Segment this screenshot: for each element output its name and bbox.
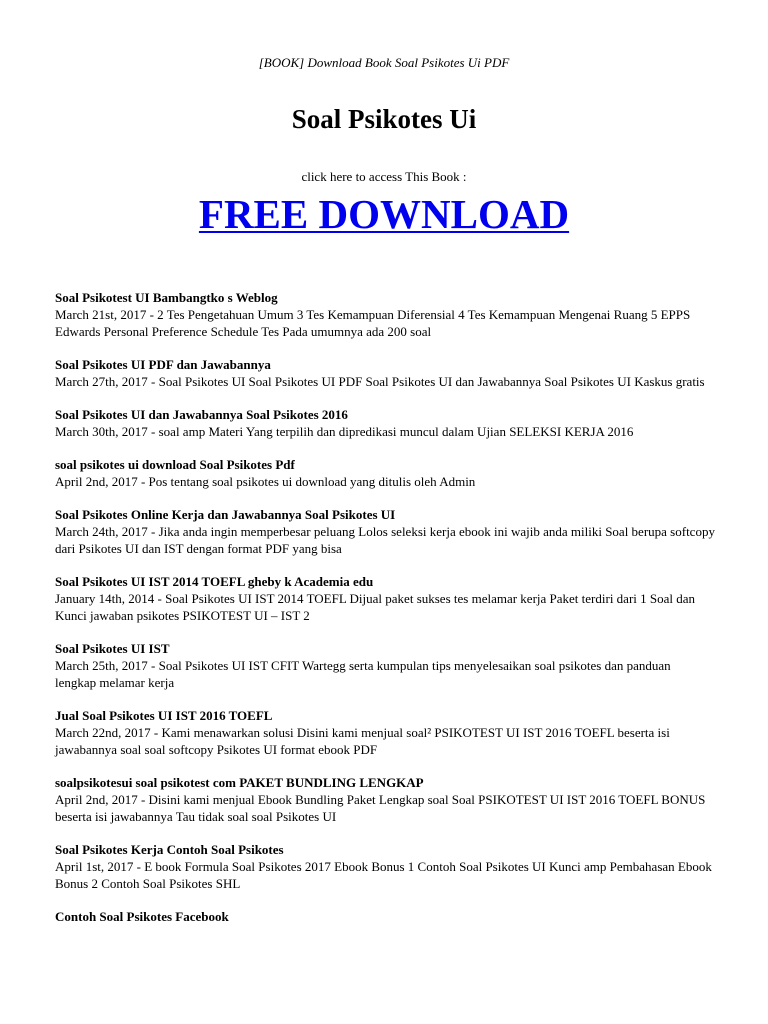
list-item xyxy=(55,640,715,691)
entry-title: soal psikotes ui download Soal Psikotes Pdf xyxy=(55,457,295,472)
list-item xyxy=(55,774,715,825)
entry-title: Soal Psikotes UI PDF dan Jawabannya xyxy=(55,357,271,372)
document-header-line: [BOOK] Download Book Soal Psikotes Ui PDF xyxy=(258,55,510,70)
list-item xyxy=(55,707,715,758)
entry-description: January 14th, 2014 - Soal Psikotes UI IST 2014 TOEFL Dijual paket sukses tes melamar kerja Paket terdiri dari 1 Soal dan Kunci jawaban psikotes PSIKOTEST UI – IST 2 xyxy=(55,591,696,623)
list-item xyxy=(55,456,715,490)
list-item xyxy=(55,356,715,390)
entry-title: Soal Psikotes Online Kerja dan Jawabannya Soal Psikotes UI xyxy=(55,507,396,522)
entry-description: April 1st, 2017 - E book Formula Soal Psikotes 2017 Ebook Bonus 1 Contoh Soal Psikotes UI Kunci amp Pembahasan Ebook Bonus 2 Contoh Soal Psikotes SHL xyxy=(55,859,712,891)
entry-description: March 24th, 2017 - Jika anda ingin memperbesar peluang Lolos seleksi kerja ebook ini wajib anda miliki Soal berupa softcopy dari Psikotes UI dan IST dengan format PDF yang bisa xyxy=(55,524,715,556)
entry-description: March 30th, 2017 - soal amp Materi Yang terpilih dan dipredikasi muncul dalam Ujian SELEKSI KERJA 2016 xyxy=(55,424,634,439)
entry-list xyxy=(55,289,715,941)
free-download-link[interactable]: FREE DOWNLOAD xyxy=(198,191,570,237)
entry-title: Contoh Soal Psikotes Facebook xyxy=(55,909,229,924)
list-item xyxy=(55,841,715,892)
entry-description: March 27th, 2017 - Soal Psikotes UI Soal Psikotes UI PDF Soal Psikotes UI dan Jawabannya Soal Psikotes UI Kaskus gratis xyxy=(55,374,705,389)
entry-description: March 22nd, 2017 - Kami menawarkan solusi Disini kami menjual soal² PSIKOTEST UI IST 2016 TOEFL beserta isi jawabannya soal soal softcopy Psikotes UI format ebook PDF xyxy=(55,725,670,757)
entry-description: March 21st, 2017 - 2 Tes Pengetahuan Umum 3 Tes Kemampuan Diferensial 4 Tes Kemampuan Mengenai Ruang 5 EPPS Edwards Personal Preference Schedule Tes Pada umumnya ada 200 soal xyxy=(55,307,691,339)
entry-title: Soal Psikotes UI IST xyxy=(55,641,170,656)
entry-description: March 25th, 2017 - Soal Psikotes UI IST CFIT Wartegg serta kumpulan tips menyelesaikan soal psikotes dan panduan lengkap melamar kerja xyxy=(55,658,671,690)
entry-title: Soal Psikotes UI dan Jawabannya Soal Psikotes 2016 xyxy=(55,407,348,422)
list-item xyxy=(55,289,715,340)
list-item xyxy=(55,506,715,557)
list-item xyxy=(55,908,715,925)
list-item xyxy=(55,573,715,624)
list-item xyxy=(55,406,715,440)
entry-title: soalpsikotesui soal psikotest com PAKET BUNDLING LENGKAP xyxy=(55,775,424,790)
document-title: Soal Psikotes Ui xyxy=(291,104,477,134)
entry-description: April 2nd, 2017 - Pos tentang soal psikotes ui download yang ditulis oleh Admin xyxy=(55,474,476,489)
access-instruction: click here to access This Book : xyxy=(301,169,467,184)
entry-title: Soal Psikotes Kerja Contoh Soal Psikotes xyxy=(55,842,284,857)
entry-title: Soal Psikotest UI Bambangtko s Weblog xyxy=(55,290,278,305)
entry-title: Jual Soal Psikotes UI IST 2016 TOEFL xyxy=(55,708,273,723)
entry-title: Soal Psikotes UI IST 2014 TOEFL gheby k Academia edu xyxy=(55,574,374,589)
entry-description: April 2nd, 2017 - Disini kami menjual Ebook Bundling Paket Lengkap soal Soal PSIKOTEST UI IST 2016 TOEFL BONUS beserta isi jawabannya Tau tidak soal soal Psikotes UI xyxy=(55,792,706,824)
